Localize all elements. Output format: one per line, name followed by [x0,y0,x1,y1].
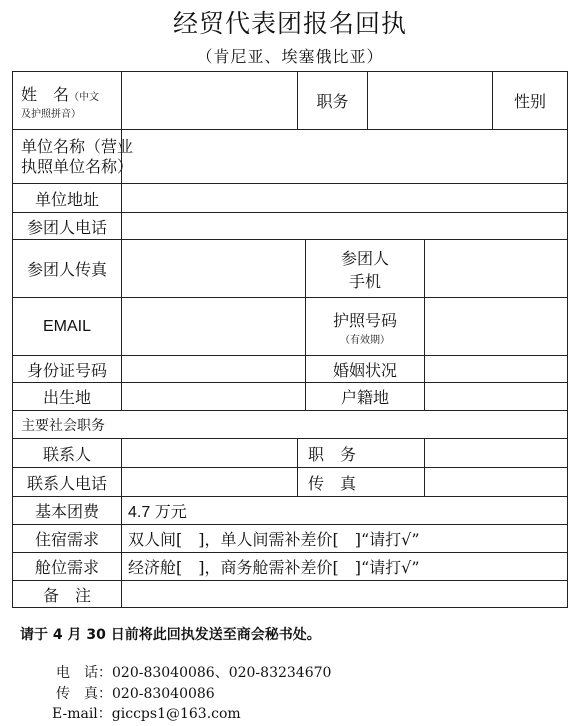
row-remarks [13,581,568,608]
contact-email-label: E-mail： [52,706,112,722]
accommodation-options[interactable]: 双人间[ ]，单人间需补差价[ ]“请打√” [122,525,568,553]
row-name [13,72,568,130]
registration-form-table [12,71,568,608]
remarks-label: 备 注 [13,581,122,608]
mobile-label-1: 参团人 [341,248,390,268]
row-birthplace-household [13,383,568,411]
contact-fax [56,683,215,703]
form-subtitle: （肯尼亚、埃塞俄比亚） [196,47,384,66]
contact-tel [56,662,331,682]
position-label: 职务 [298,72,368,130]
name-input-cell[interactable] [122,72,298,130]
row-email-passport [13,298,568,356]
id-number-input-cell[interactable] [122,356,306,383]
passport-label-cell [306,298,425,356]
contact-phone-input-cell[interactable] [122,468,298,497]
contact-fax-value: 020-83040086 [112,686,215,702]
company-name-label-cell [13,130,134,184]
row-cabin [13,553,568,581]
cabin-label: 舱位需求 [13,553,122,581]
row-social-position [13,411,568,439]
birthplace-label: 出生地 [13,383,122,411]
email-input-cell[interactable] [122,298,306,356]
passport-label-2: （有效期） [340,334,390,346]
contact-person-input-cell[interactable] [122,439,298,468]
phone-label: 参团人电话 [13,213,122,240]
row-company-name [13,130,568,184]
fax-label: 参团人传真 [13,240,122,298]
company-name-input-cell[interactable] [122,130,568,184]
row-fax-mobile [13,240,568,298]
fax-input-cell[interactable] [122,240,306,298]
contact-tel-value: 020-83040086、020-83234670 [112,665,332,681]
form-title: 经贸代表团报名回执 [172,9,407,38]
cabin-options[interactable]: 经济舱[ ]，商务舱需补差价[ ]“请打√” [122,553,568,581]
row-contact-phone [13,468,568,497]
phone-input-cell[interactable] [122,213,568,240]
row-company-address [13,184,568,213]
submission-notice: 请于 4 月 30 日前将此回执发送至商会秘书处。 [20,627,321,643]
row-contact-person [13,439,568,468]
company-address-label: 单位地址 [13,184,122,213]
row-accommodation [13,525,568,553]
base-fee-value: 4.7 万元 [122,497,568,525]
position-input-cell[interactable] [368,72,493,130]
mobile-input-cell[interactable] [425,240,568,298]
contact-fax-label: 传 真 [298,468,425,497]
remarks-input-cell[interactable] [122,581,568,608]
accommodation-label: 住宿需求 [13,525,122,553]
contact-phone-label: 联系人电话 [13,468,122,497]
contact-email-value[interactable]: giccps1@163.com [111,706,241,722]
passport-label-1: 护照号码 [333,310,398,330]
gender-label-cell [493,72,568,130]
birthplace-input-cell[interactable] [122,383,306,411]
gender-label: 性别 [514,92,547,111]
row-base-fee [13,497,568,525]
email-label: EMAIL [13,298,122,356]
social-position-label: 主要社会职务 [13,411,568,439]
name-note-2: 及护照拼音） [21,108,81,120]
name-note-1: （中文 [69,91,100,103]
name-label: 姓 名 [21,84,70,104]
mobile-label-2: 手机 [349,271,382,291]
household-label: 户籍地 [306,383,425,411]
contact-position-input-cell[interactable] [425,439,568,468]
passport-input-cell[interactable] [425,298,568,356]
company-name-label-1: 单位名称（营业 [21,136,134,156]
marital-input-cell[interactable] [425,356,568,383]
row-id-marital [13,356,568,383]
contact-fax-label-footer: 传 真： [56,686,112,702]
id-number-label: 身份证号码 [13,356,122,383]
contact-person-label: 联系人 [13,439,122,468]
contact-position-label: 职 务 [298,439,425,468]
row-phone [13,213,568,240]
marital-label: 婚姻状况 [306,356,425,383]
mobile-label-cell [306,240,425,298]
contact-email [52,703,241,723]
base-fee-label: 基本团费 [13,497,122,525]
company-address-input-cell[interactable] [122,184,568,213]
household-input-cell[interactable] [425,383,568,411]
company-name-label-2: 执照单位名称） [21,156,134,176]
name-label-cell [13,72,122,130]
contact-fax-input-cell[interactable] [425,468,568,497]
contact-tel-label: 电 话： [56,665,112,681]
